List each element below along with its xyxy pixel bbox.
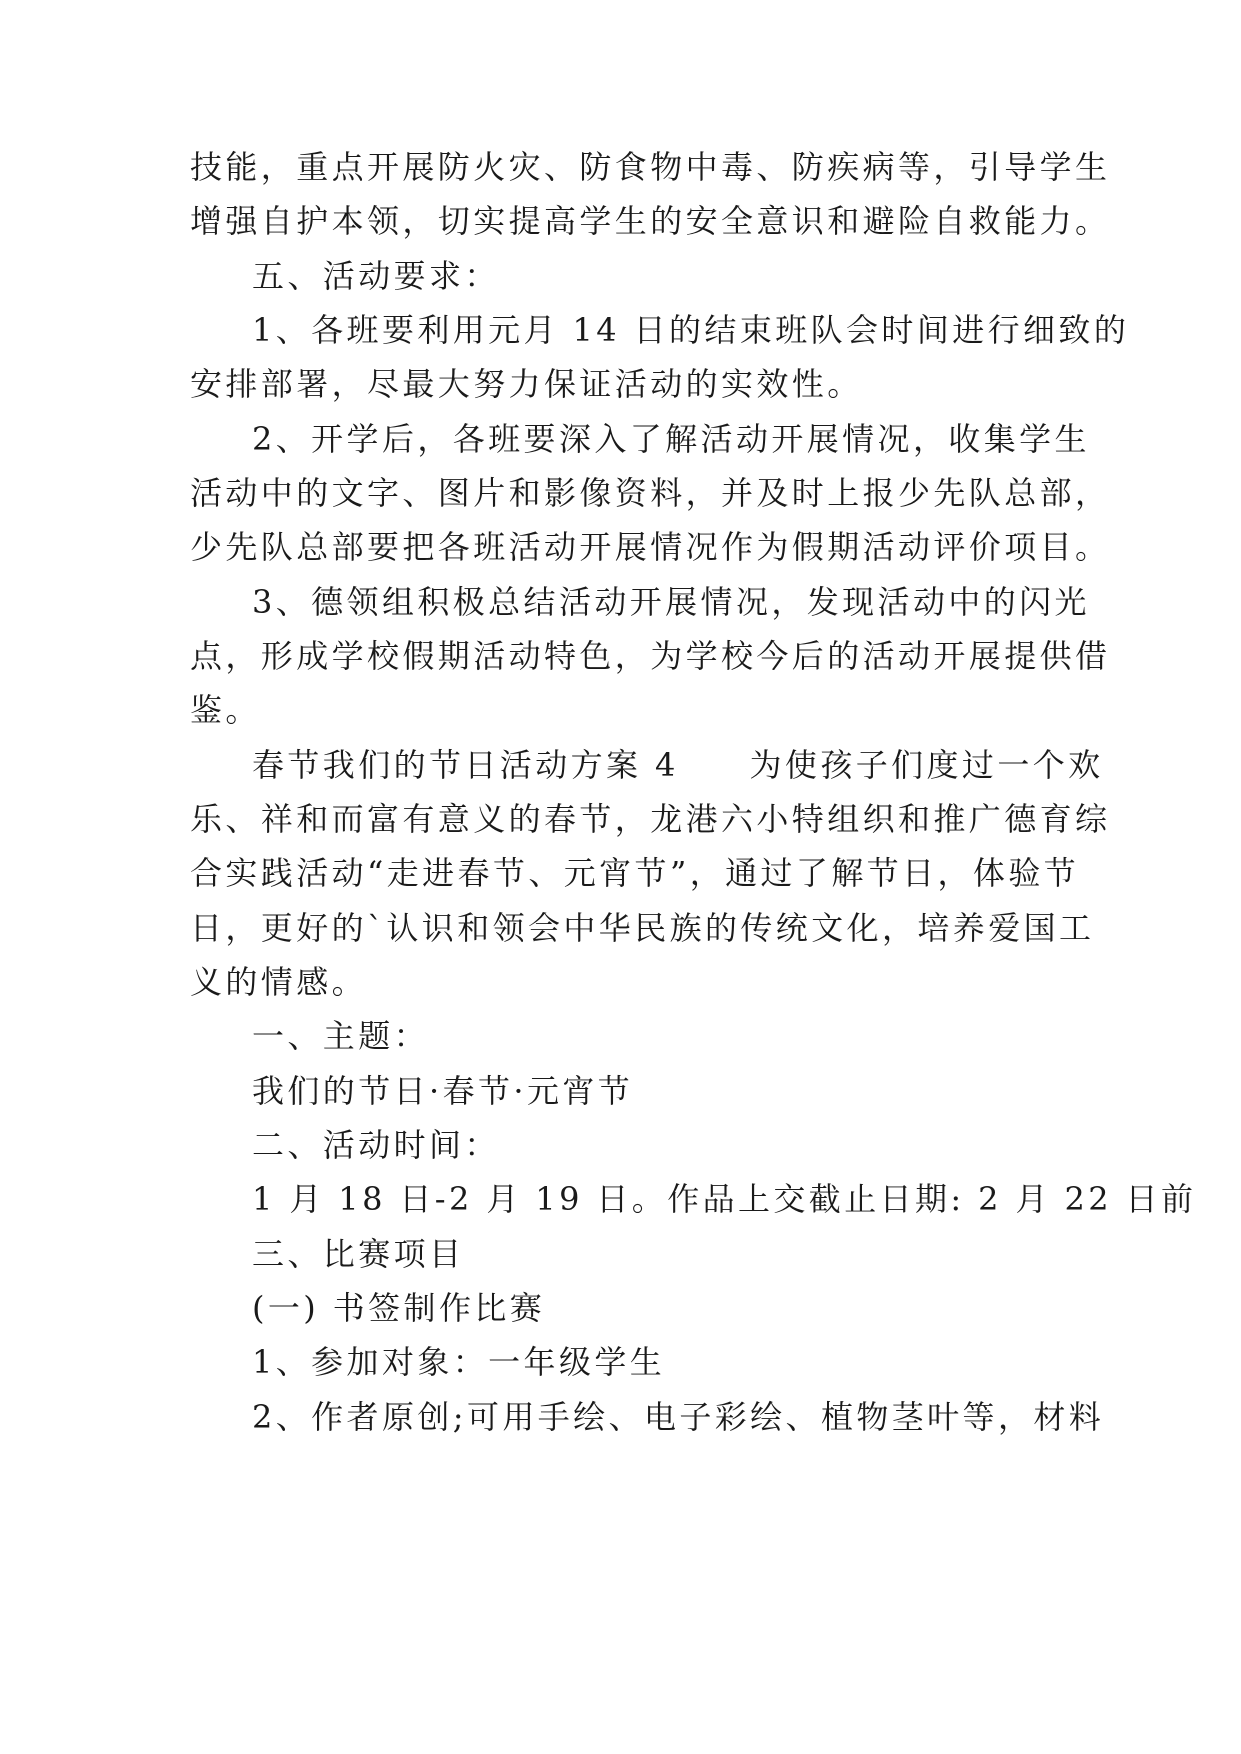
body-line: 活动中的文字、图片和影像资料，并及时上报少先队总部， xyxy=(190,474,1111,512)
body-line: 日，更好的`认识和领会中华民族的传统文化，培养爱国工 xyxy=(190,909,1095,947)
section-heading: 二、活动时间： xyxy=(252,1126,500,1164)
body-line: 安排部署，尽最大努力保证活动的实效性。 xyxy=(190,365,863,403)
section-heading: 一、主题： xyxy=(252,1017,430,1055)
body-line: 1、参加对象：一年级学生 xyxy=(252,1343,666,1381)
body-line: 少先队总部要把各班活动开展情况作为假期活动评价项目。 xyxy=(190,528,1111,566)
body-line: 义的情感。 xyxy=(190,963,368,1001)
body-line: 我们的节日·春节·元宵节 xyxy=(252,1072,634,1110)
body-line: 1 月 18 日-2 月 19 日。作品上交截止日期: 2 月 22 日前 xyxy=(252,1180,1197,1218)
section-heading: 三、比赛项目 xyxy=(252,1235,465,1273)
body-line: 乐、祥和而富有意义的春节，龙港六小特组织和推广德育综 xyxy=(190,800,1111,838)
body-line: 2、开学后，各班要深入了解活动开展情况，收集学生 xyxy=(252,420,1090,458)
section-title: 春节我们的节日活动方案 4 为使孩子们度过一个欢 xyxy=(252,746,1104,784)
body-line: 2、作者原创;可用手绘、电子彩绘、植物茎叶等，材料 xyxy=(252,1398,1105,1436)
body-line: 技能，重点开展防火灾、防食物中毒、防疾病等，引导学生 xyxy=(190,148,1111,186)
body-line: 点，形成学校假期活动特色，为学校今后的活动开展提供借 xyxy=(190,637,1111,675)
body-line: 增强自护本领，切实提高学生的安全意识和避险自救能力。 xyxy=(190,202,1111,240)
section-heading: 五、活动要求： xyxy=(252,257,500,295)
body-line: 3、德领组积极总结活动开展情况，发现活动中的闪光 xyxy=(252,583,1090,621)
subsection-heading: (一) 书签制作比赛 xyxy=(252,1289,546,1327)
body-line: 鉴。 xyxy=(190,691,261,729)
body-line: 1、各班要利用元月 14 日的结束班队会时间进行细致的 xyxy=(252,311,1130,349)
body-line: 合实践活动“走进春节、元宵节”，通过了解节日，体验节 xyxy=(190,854,1080,892)
